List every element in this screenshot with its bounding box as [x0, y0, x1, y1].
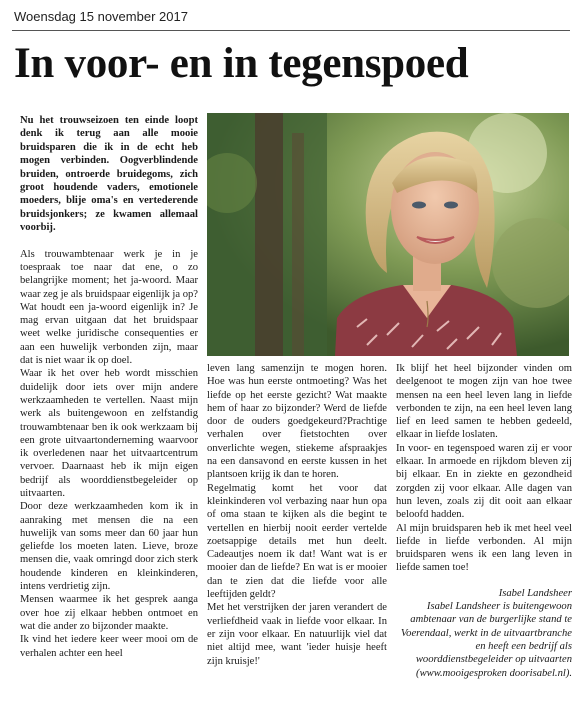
portrait-photo [207, 113, 569, 356]
body-paragraph: Ik vind het iedere keer weer mooi om de verhalen achter een heel [20, 634, 198, 659]
column-3 [396, 362, 572, 680]
body-paragraph: Als trouwambtenaar werk je in je toespraak toe naar dat ene, o zo belangrijke moment; het ja-woord. Maar waar zeg je als bruidspaar eigenlijk ja op? Wat houdt een ja-woord eigenlijk in? Je mag ervan uitgaan dat het bruidspaar weet welke juridische consequenties er aan een huwelijk verbonden zijn, maar dat is niet waar ik op doel. [20, 248, 198, 367]
body-paragraph: Waar ik het over heb wordt misschien duidelijk door iets over mijn andere werkzaamheden te vertellen. Naast mijn werk als buitengewoon en zelfstandig trouwambtenaar ben ik ook werkzaam bij een grote uitvaartonderneming waarvoor ik overledenen naar het uitvaartcentrum vervoer. Daarnaast heb ik mijn eigen bedrijf als woorddienstbegeleider op uitvaarten. [20, 368, 198, 499]
body-paragraph: Al mijn bruidsparen heb ik met heel veel liefde in liefde verbonden. Al mijn bruidsparen wens ik een lang leven in liefde samen toe! [396, 522, 572, 574]
author-signature: Isabel Landsheer [498, 587, 572, 599]
body-paragraph: Met het verstrijken der jaren verandert de verliefdheid vaak in liefde voor elkaar. In er zijn voor elkaar. En natuurlijk viel dat niet altijd mee, want 'ieder huisje heeft zijn kruisje!' [207, 602, 387, 667]
dateline: Woensdag 15 november 2017 [14, 9, 188, 24]
body-paragraph: Regelmatig komt het voor dat kleinkinderen vol verbazing naar hun opa of oma staan te kijken als die begint te vertellen en hierbij nooit eerder vertelde zoetsappige details met hun deelt. Cadeautjes noem ik dat! Want wat is er mooier dan de liefde? En wat is er mooier dan te zien dat die liefde voor alle leeftijden geldt? [207, 482, 387, 601]
body-paragraph: Ik blijf het heel bijzonder vinden om deelgenoot te mogen zijn van hoe twee mensen na een heel leven lang in liefde verbonden te zijn, na een heel leven lang lief en leed samen te hebben gedeeld, elkaar in liefde loslaten. [396, 363, 572, 441]
body-paragraph: In voor- en tegenspoed waren zij er voor elkaar. In armoede en rijkdom bleven zij bij elkaar. En in ziekte en gezondheid zorgden zij voor elkaar. Alle dagen van hun leven, zoals zij dit ooit aan elkaar beloofd hadden. [396, 442, 572, 521]
headline: In voor- en in tegenspoed [14, 40, 469, 87]
column-1 [20, 114, 198, 660]
intro-paragraph: Nu het trouwseizoen ten einde loopt denk ik terug aan alle mooie bruidsparen die ik in de echt heb mogen verbinden. Oogverblindende bruiden, ontroerde bruidegoms, zich groot houdende vaders, emotionele moeders, blije oma's en vertederende bruidsjonkers; ze kwamen allemaal voorbij. [20, 115, 198, 234]
body-paragraph: Door deze werkzaamheden kom ik in aanraking met mensen die na een huwelijk van soms meer dan 60 jaar hun geliefde los moeten laten. Lieve, broze mensen die, vaak omringd door zich sterk houdende kinderen en kleinkinderen, intens verdrietig zijn. [20, 501, 198, 593]
header-rule [12, 30, 570, 31]
body-paragraph: leven lang samenzijn te mogen horen. Hoe was hun eerste ontmoeting? Was het liefde op het eerste gezicht? Wat maakte hem of haar zo bijzonder? Werd de liefde door de ouders goedgekeurd?Prachtige verhalen over fietstochten over onverlichte wegen, stiekeme afspraakjes na een dansavond en eerste kussen in het plantsoen krijg ik dan te horen. [207, 363, 387, 481]
author-bio: Isabel Landsheer is buitengewoon ambtenaar van de burgerlijke stand te Voerendaal, werkt in de uitvaartbranche en heeft een bedrijf als woorddienstbegeleider op uitvaarten (www.mooigesproken doorisabel.nl). [400, 601, 572, 679]
column-2 [207, 362, 387, 668]
body-paragraph: Mensen waarmee ik het gesprek aanga over hoe zij elkaar hebben ontmoet en wat die ander zo bijzonder maakte. [20, 594, 198, 632]
